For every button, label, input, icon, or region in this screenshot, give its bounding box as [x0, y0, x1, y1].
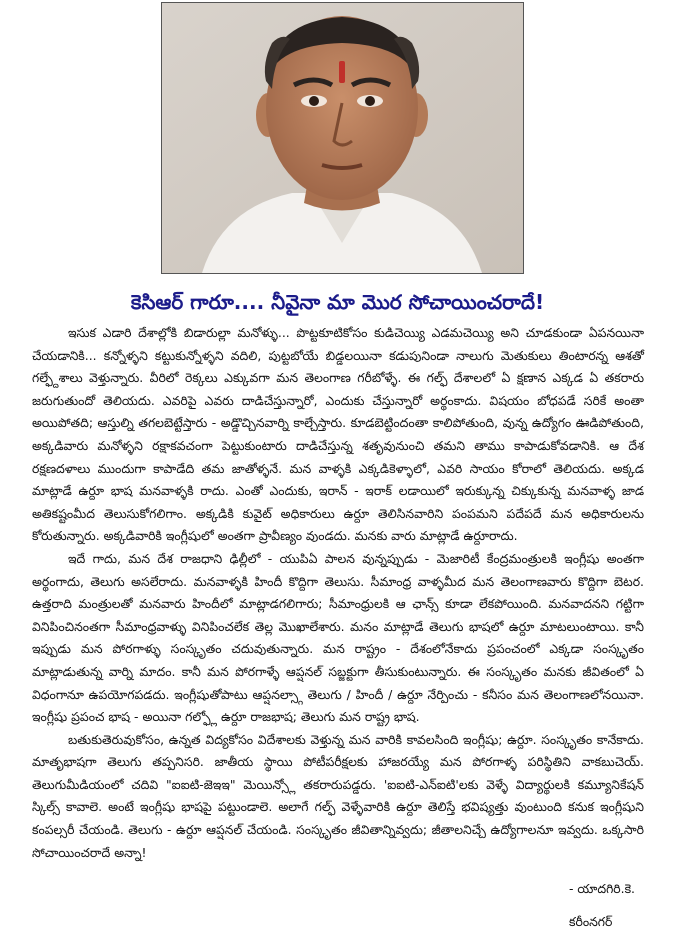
- portrait-photo: [161, 2, 524, 274]
- author-place: కరీంనగర్: [569, 914, 613, 929]
- author-signature: [569, 872, 635, 938]
- article-body: [32, 322, 644, 864]
- article-paragraph: బతుకుతెరువుకోసం, ఉన్నత విద్యకోసం విదేశాలకు వెళ్తున్న మన వారికి కావలసింది ఇంగ్లీషు; ఉర్దూ. సంస్కృతం కానేకాదు. మాతృభాషగా తెలుగు తప్పనిసరి. జాతీయ స్థాయి పోటీపరీక్షలకు హాజరయ్యే మన పోరగాళ్ళ పరిస్థితిని వాకబుచెయ్. తెలుగుమీడియంలో చదివి "ఐఐటి-జెఇఇ" మెయిన్స్లో తకరారుపడ్డరు. 'ఐఐటి-ఎన్ఐటి'లకు వెళ్ళే విద్యార్థులకి కమ్యూనికేషన్ స్కిల్స్ కావాలె. అంటే ఇంగ్లీషు భాషపై పట్టుండాలె. అలాగే గల్ఫ్ వెళ్ళేవారికి ఉర్దూ తెలిస్తే భవిష్యత్తు వుంటుంది కనుక ఇంగ్లీషుని కంపల్సరీ చేయండి. తెలుగు - ఉర్దూ ఆప్షనల్ చేయండి. సంస్కృతం జీవితాన్నివ్వదు; జీతాలనిచ్చే ఉద్యోగాలనూ ఇవ్వదు. ఒక్కసారి సోచాయించరాదే అన్నా!: [32, 731, 644, 860]
- article-paragraph: ఇసుక ఎడారి దేశాల్లోకి బిడారుల్లా మనోళ్ళు... పొట్టకూటికోసం కుడిచెయ్యి ఎడమచెయ్యి అని చూడకుండా ఏపనయినా చేయడానికి... కన్నోళ్ళని కట్టుకున్నోళ్ళని వదిలి, పుట్టబోయే బిడ్డలయినా కడుపునిండా నాలుగు మెతుకులు తింటారన్న ఆశతో గల్ఫ్దేశాలు వెళ్తున్నారు. వీరిలో రెక్కలు ఎక్కువగా మన తెలంగాణ గరీబోళ్ళే. ఈ గల్ఫ్ దేశాలలో ఏ క్షణాన ఎక్కడ ఏ తకరారు జరుగుతుందో తెలియదు. ఎవరిపై ఎవరు దాడిచేస్తున్నారో, ఎందుకు చేస్తున్నారో అర్థంకాదు. విషయం బోధపడే సరికే అంతా అయిపోతది; ఆస్తుల్ని తగలబెట్టేస్తారు - అడ్డొచ్చినవార్ని కాల్చేస్తారు. కూడబెట్టిందంతా కాలిపోతుంది, వున్న ఉద్యోగం ఊడిపోతుంది, అక్కడివారు మనోళ్ళని రక్షాకవచంగా పెట్టుకుంటారు దాడిచేస్తున్న శతృవునుంచి తమని తాము కాపాడుకోవడానికి. ఆ దేశ రక్షణదళాలు ముందుగా కాపాడేది తమ జాతోళ్ళనే. మన వాళ్ళకి ఎక్కడికెళ్ళాలో, ఎవరి సాయం కోరాలో తెలియదు. అక్కడ మాట్లాడే ఉర్దూ భాష మనవాళ్ళకి రాదు. ఎంతో ఎందుకు, ఇరాన్ - ఇరాక్ లడాయిలో ఇరుక్కున్న చిక్కుకున్న మనవాళ్ళ జాడ అతికష్టంమీద తెలుసుకోగలిగాం. అక్కడికి కువైట్ అధికారులు ఉర్దూ తెలిసినవారిని పంపమని పదేపదే మన అధికారులను కోరుతున్నారు. అక్కడివారికి ఇంగ్లీషులో అంతగా ప్రావీణ్యం వుండదు. మనకు వారు మాట్లాడే ఉర్దూరాదు.: [32, 325, 644, 544]
- author-name: - యాదగిరి.కె.: [569, 881, 635, 896]
- article-paragraph: ఇదే గాదు, మన దేశ రాజధాని ఢిల్లీలో - యుపిఏ పాలన వున్నప్పుడు - మెజారిటీ కేంద్రమంత్రులకి ఇంగ్లీషు అంతగా అర్థంగాదు, తెలుగు అసలేరాదు. మనవాళ్ళకి హిందీ కొద్దిగా తెలుసు. సీమాంధ్ర వాళ్ళమీద మన తెలంగాణవారు కొద్దిగా బెటర. ఉత్తరాది మంత్రులతో మనవారు హిందీలో మాట్లాడగలిగారు; సీమాంధ్రులకి ఆ ఛాన్స్ కూడా లేకపోయింది. మనవాదనని గట్టిగా వినిపించినంతగా సీమాంధ్రవాళ్ళు వినిపించలేక తెల్ల మొఖాలేశారు. మనం మాట్లాడే తెలుగు భాషలో ఉర్దూ మాటలుంటాయి. కానీ ఇప్పుడు మన పోరగాళ్ళు సంస్కృతం చదువుతున్నారు. మన రాష్ట్రం - దేశంలోనేకాదు ప్రపంచంలో ఎక్కడా సంస్కృతం మాట్లాడుతున్న వార్ని మాదం. కానీ మన పోరగాళ్ళే ఆప్షనల్ సబ్జక్టుగా తీసుకుంటున్నారు. ఈ సంస్కృతం మనకు జీవితంలో ఏ విధంగానూ ఉపయోగపడదు. ఇంగ్లీషుతోపాటు ఆప్షనల్స్గా తెలుగు / హిందీ / ఉర్దూ నేర్పించు - కనీసం మన తెలంగాణలోనయినా. ఇంగ్లీషు ప్రపంచ భాష - అయినా గల్ఫ్లో ఉర్దూ రాజభాష; తెలుగు మన రాష్ట్ర భాష.: [32, 550, 644, 725]
- article-headline: కెసిఆర్ గారూ.... నీవైనా మా మొర సోచాయించరాదే!: [130, 290, 545, 314]
